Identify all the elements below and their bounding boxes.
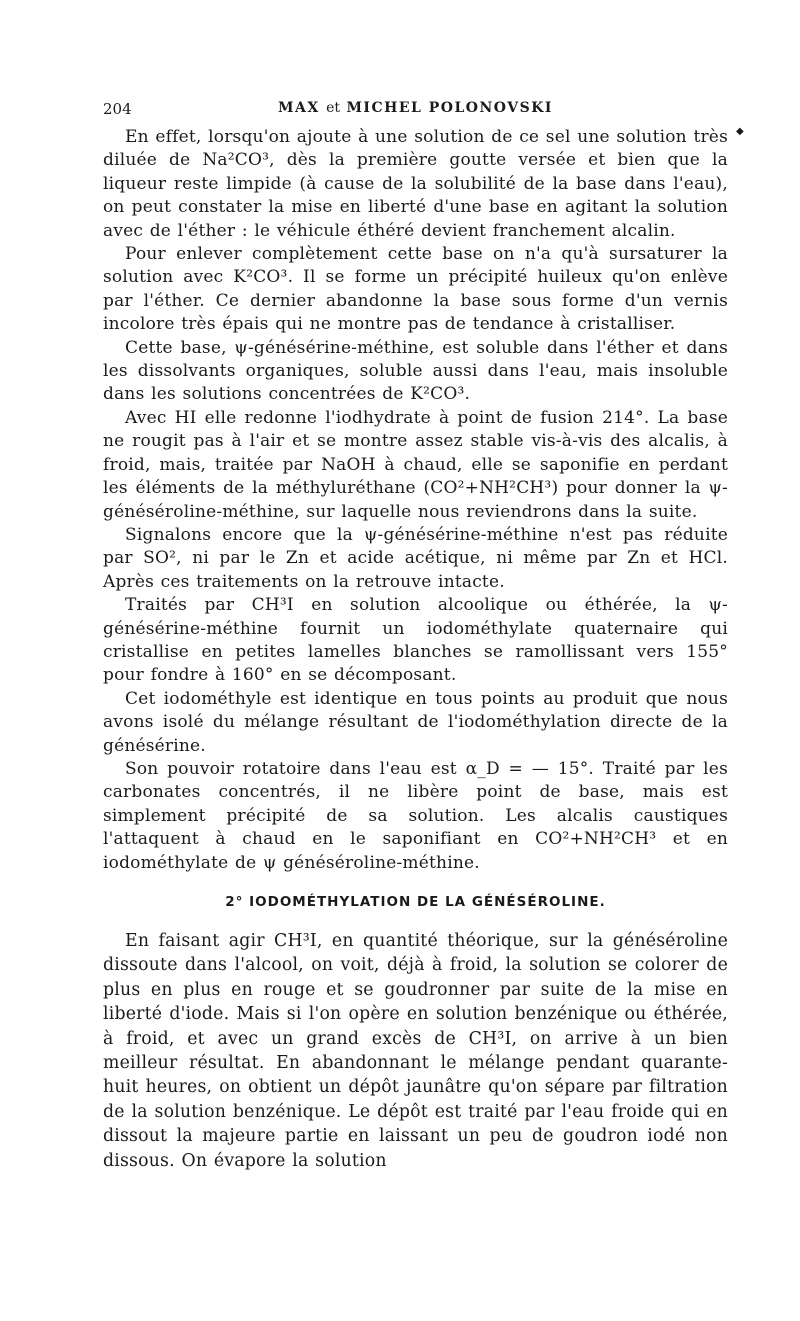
page-header: [103, 100, 744, 137]
paragraph-4: Avec HI elle redonne l'iodhydrate à point de fusion 214°. La base ne rougit pas à l'air et se montre assez stable vis-à-vis des alcalis, à froid, mais, traitée par NaOH à chaud, elle se saponifie en perdant les éléments de la méthyluréthane (CO²+NH²CH³) pour donner la ψ-généséroline-méthine, sur laquelle nous reviendrons dans la suite.: [103, 407, 728, 522]
paragraph-8: Son pouvoir rotatoire dans l'eau est α_D = — 15°. Traité par les carbonates concentrés, il ne libère point de base, mais est simplement précipité de sa solution. Les alcalis caustiques l'attaquent à chaud en le saponifiant en CO²+NH²CH³ et en iodométhylate de ψ généséroline-méthine.: [103, 758, 728, 873]
running-head-author-2: MICHEL POLONOVSKI: [346, 100, 553, 116]
page-number: 204: [103, 100, 132, 118]
paragraph-5: Signalons encore que la ψ-génésérine-méthine n'est pas réduite par SO², ni par le Zn et acide acétique, ni même par Zn et HCl. Après ces traitements on la retrouve intacte.: [103, 524, 728, 592]
running-head-conjunction: et: [326, 100, 341, 116]
document-page: [103, 100, 744, 1173]
running-head-author-1: MAX: [278, 100, 320, 116]
paragraph-6: Traités par CH³I en solution alcoolique ou éthérée, la ψ-génésérine-méthine fournit un iodométhylate quaternaire qui cristallise en petites lamelles blanches se ramollissant vers 155° pour fondre à 160° en se décomposant.: [103, 595, 728, 686]
section-title: 2° IODOMÉTHYLATION DE LA GÉNÉSÉROLINE.: [225, 894, 606, 910]
margin-mark-icon: ◆: [736, 126, 744, 137]
paragraph-1: En effet, lorsqu'on ajoute à une solution de ce sel une solution très diluée de Na²CO³, dès la première goutte versée et bien que la liqueur reste limpide (à cause de la solubilité de la base dans l'eau), on peut constater la mise en liberté d'une base en agitant la solution avec de l'éther : le véhicule éthéré devient franchement alcalin.: [103, 127, 728, 241]
section-body: [103, 929, 728, 1173]
paragraph-3: Cette base, ψ-génésérine-méthine, est soluble dans l'éther et dans les dissolvants organiques, soluble aussi dans l'eau, mais insoluble dans les solutions concentrées de K²CO³.: [103, 337, 728, 405]
paragraph-2: Pour enlever complètement cette base on n'a qu'à sursaturer la solution avec K²CO³. Il se forme un précipité huileux qu'on enlève par l'éther. Ce dernier abandonne la base sous forme d'un vernis incolore très épais qui ne montre pas de tendance à cristalliser.: [103, 244, 728, 335]
body-text: [103, 126, 728, 875]
running-head: [103, 100, 728, 116]
section-paragraph-1: En faisant agir CH³I, en quantité théorique, sur la généséroline dissoute dans l'alcool, on voit, déjà à froid, la solution se colorer de plus en plus en rouge et se goudronner par suite de la mise en liberté d'iode. Mais si l'on opère en solution benzénique ou éthérée, à froid, et avec un grand excès de CH³I, on arrive à un bien meilleur résultat. En abandonnant le mélange pendant quarante-huit heures, on obtient un dépôt jaunâtre qu'on sépare par filtration de la solution benzénique. Le dépôt est traité par l'eau froide qui en dissout la majeure partie en laissant un peu de goudron iodé non dissous. On évapore la solution: [103, 931, 728, 1171]
paragraph-7: Cet iodométhyle est identique en tous points au produit que nous avons isolé du mélange résultant de l'iodométhylation directe de la génésérine.: [103, 688, 728, 756]
